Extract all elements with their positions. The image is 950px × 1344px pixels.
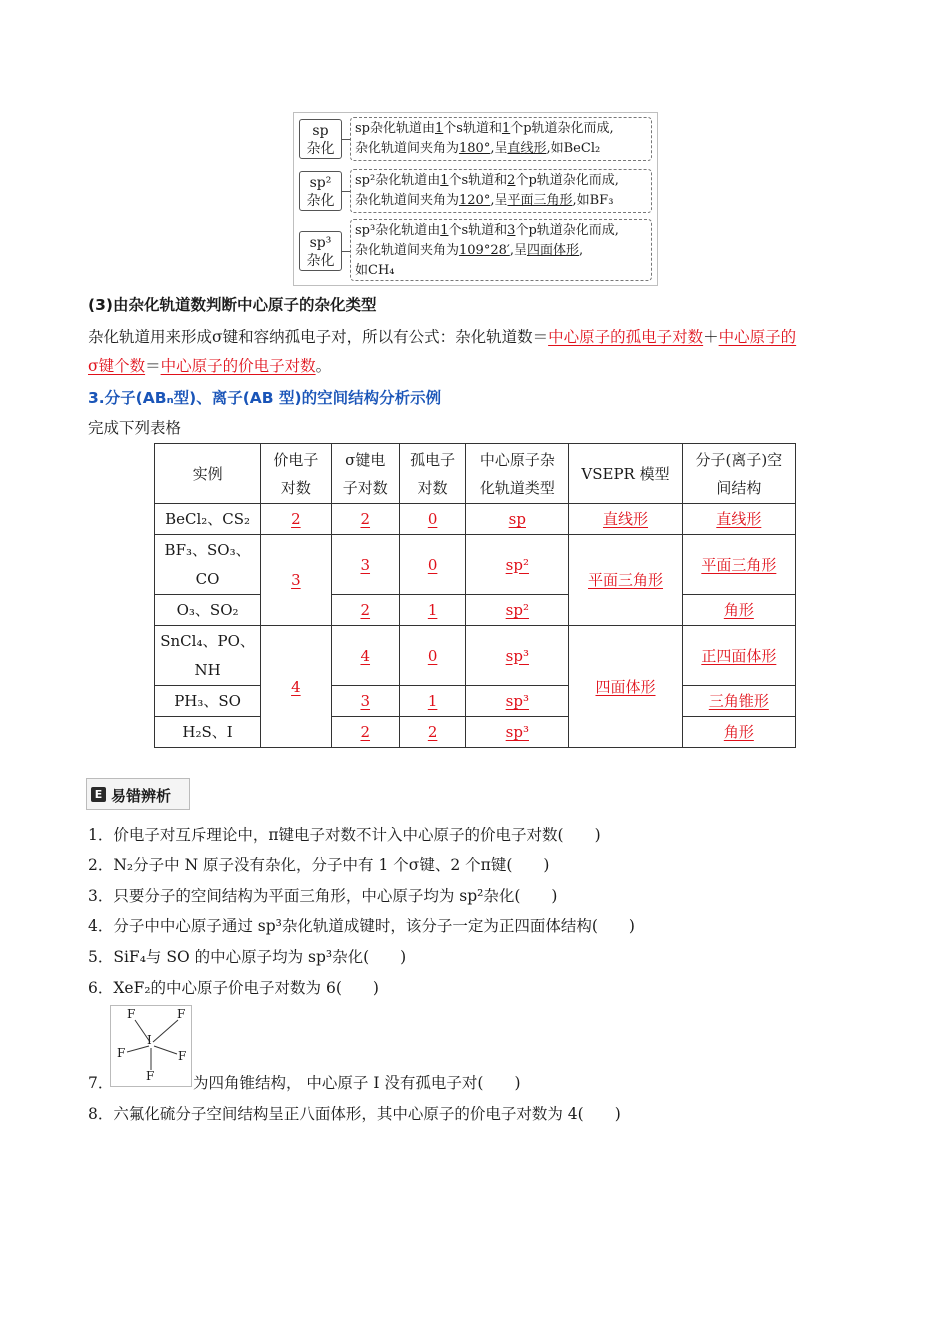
table-row [155,504,796,535]
answer-cell: 三角锥形 [682,686,795,717]
sp3-label-box [299,231,342,271]
example-cell: BF₃、SO₃、CO [155,535,261,595]
section-3-title: (3)由杂化轨道数判断中心原子的杂化类型 [88,296,377,314]
example-cell: BeCl₂、CS₂ [155,504,261,535]
sp3-description: sp³杂化轨道由1个s轨道和3个p轨道杂化而成, 杂化轨道间夹角为109°28′,呈四面体形, 如CH₄ [350,219,652,281]
answer-cell: sp² [466,595,569,626]
hybrid-label: sp³ [309,235,332,251]
connector [342,251,350,252]
example-cell: PH₃、SO [155,686,261,717]
if5-structure-diagram [110,1005,192,1087]
question-2: 2．N₂分子中 N 原子没有杂化，分子中有 1 个σ键、2 个π键( ) [88,856,550,874]
answer-cell: 平面三角形 [682,535,795,595]
atom-fluorine: F [117,1046,126,1060]
answer-cell: 2 [331,595,399,626]
answer-cell: 角形 [682,595,795,626]
header-cell: 价电子 对数 [261,444,331,504]
hybrid-label: sp [312,123,329,139]
answer-cell: sp³ [466,686,569,717]
answer-cell: 4 [261,626,331,748]
question-5: 5．SiF₄与 SO 的中心原子均为 sp³杂化( ) [88,948,407,966]
answer-cell: 1 [399,686,465,717]
sp-label-box [299,119,342,159]
hybrid-label: 杂化 [306,193,335,209]
table-row [155,626,796,686]
example-cell: O₃、SO₂ [155,595,261,626]
sp2-label-box [299,171,342,211]
error-section-header [86,778,190,810]
question-3: 3．只要分子的空间结构为平面三角形，中心原子均为 sp²杂化( ) [88,887,558,905]
answer-cell: 3 [261,535,331,626]
question-7: 为四角锥结构， 中心原子 I 没有孤电子对( ) [193,1074,521,1092]
answer-cell: 0 [399,504,465,535]
atom-fluorine: F [127,1007,136,1021]
table-row [155,535,796,595]
header-cell: 分子(离子)空 间结构 [682,444,795,504]
question-6: 6．XeF₂的中心原子价电子对数为 6( ) [88,979,379,997]
answer-cell: 四面体形 [569,626,682,748]
question-7-number: 7． [88,1074,114,1092]
answer-cell: 2 [261,504,331,535]
answer-cell: 0 [399,626,465,686]
hybrid-label: 杂化 [306,253,335,269]
table-intro: 完成下列表格 [88,419,182,437]
formula-paragraph: 杂化轨道用来形成σ键和容纳孤电子对，所以有公式：杂化轨道数＝中心原子的孤电子对数＋中心原子的 σ键个数＝中心原子的价电子对数。 [88,328,797,375]
answer-cell: 3 [331,686,399,717]
hybrid-label: 杂化 [306,141,335,157]
answer-cell: 2 [331,717,399,748]
atom-fluorine: F [146,1069,155,1083]
header-cell: σ键电 子对数 [331,444,399,504]
table-row [155,686,796,717]
answer-cell: 3 [331,535,399,595]
answer-cell: sp² [466,535,569,595]
header-cell: 实例 [155,444,261,504]
atom-fluorine: F [178,1049,187,1063]
answer-cell: sp [466,504,569,535]
answer-cell: 正四面体形 [682,626,795,686]
header-cell: 孤电子 对数 [399,444,465,504]
question-1: 1．价电子对互斥理论中，π键电子对数不计入中心原子的价电子对数( ) [88,826,601,844]
answer-cell: 2 [399,717,465,748]
answer-cell: 2 [331,504,399,535]
example-cell: H₂S、I [155,717,261,748]
error-section-title: 易错辨析 [111,787,172,805]
header-cell: VSEPR 模型 [569,444,682,504]
table-header-row [155,444,796,504]
section-icon: E [91,787,106,802]
answer-cell: 0 [399,535,465,595]
sp2-description: sp²杂化轨道由1个s轨道和2个p轨道杂化而成, 杂化轨道间夹角为120°,呈平面三角形,如BF₃ [350,169,652,213]
answer-cell: 4 [331,626,399,686]
answer-cell: 1 [399,595,465,626]
answer-cell: 平面三角形 [569,535,682,626]
example-cell: SnCl₄、PO、NH [155,626,261,686]
atom-fluorine: F [177,1007,186,1021]
answer-cell: 角形 [682,717,795,748]
hybridization-diagram [293,112,658,286]
table-row [155,595,796,626]
heading-3: 3.分子(ABₙ型)、离子(AB 型)的空间结构分析示例 [88,389,442,407]
atom-iodine: I [147,1033,152,1047]
sp-description: sp杂化轨道由1个s轨道和1个p轨道杂化而成, 杂化轨道间夹角为180°,呈直线形,如BeCl₂ [350,117,652,161]
hybrid-label: sp² [309,175,332,191]
vsepr-table [154,443,796,748]
answer-cell: sp³ [466,626,569,686]
answer-cell: sp³ [466,717,569,748]
answer-cell: 直线形 [682,504,795,535]
connector [342,139,350,140]
question-4: 4．分子中中心原子通过 sp³杂化轨道成键时，该分子一定为正四面体结构( ) [88,917,635,935]
header-cell: 中心原子杂 化轨道类型 [466,444,569,504]
question-8: 8．六氟化硫分子空间结构呈正八面体形，其中心原子的价电子对数为 4( ) [88,1105,621,1123]
connector [342,191,350,192]
answer-cell: 直线形 [569,504,682,535]
table-row [155,717,796,748]
